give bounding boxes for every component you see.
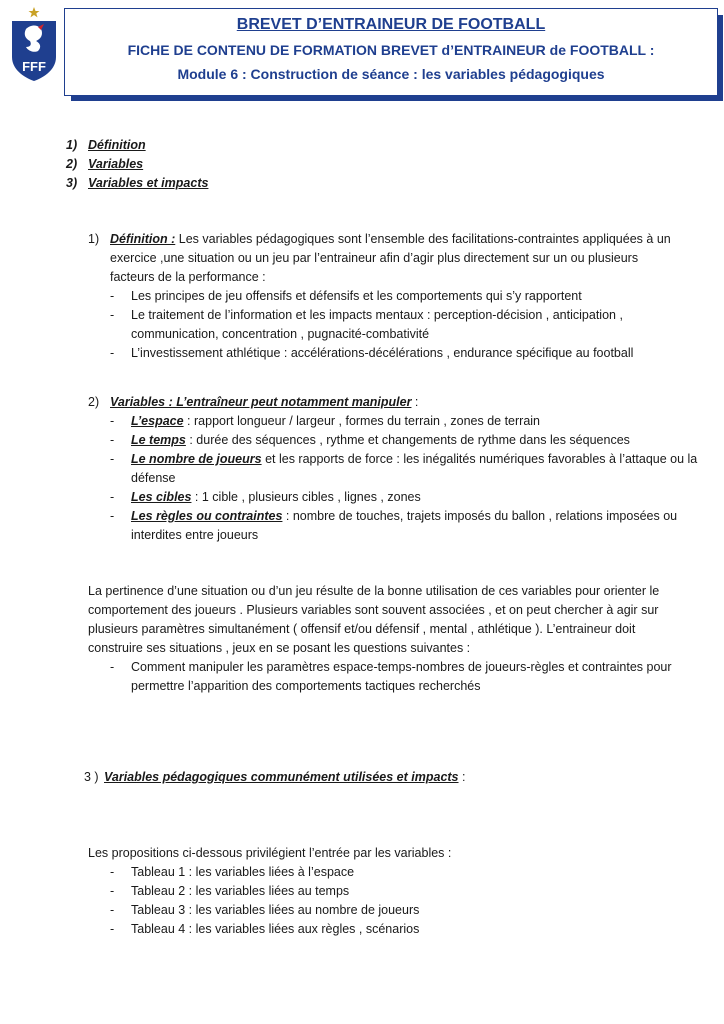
toc-item-definition: Définition xyxy=(88,138,146,152)
bullet-text: Les principes de jeu offensifs et défensifs et les comportements qui s’y rapportent xyxy=(131,289,582,303)
bullet-text: Le traitement de l’information et les impacts mentaux : perception-décision , anticipation , xyxy=(131,308,623,322)
bullet-text xyxy=(131,450,697,469)
bullet-dash: - xyxy=(110,884,115,898)
header-banner xyxy=(64,8,718,96)
list-item: Tableau 4 : les variables liées aux règles , scénarios xyxy=(131,922,420,936)
section-number: 3 ) xyxy=(84,770,99,784)
variable-desc: : nombre de touches, trajets imposés du ballon , relations imposées ou xyxy=(282,509,678,523)
paragraph-line: construire ses situations , jeux en se posant les questions suivantes : xyxy=(88,641,471,655)
variable-desc: : durée des séquences , rythme et changements de rythme dans les séquences xyxy=(185,433,630,447)
section-number: 2) xyxy=(88,395,100,409)
variable-desc: : rapport longueur / largeur , formes du terrain , zones de terrain xyxy=(183,414,541,428)
toc-number: 1) xyxy=(66,138,78,152)
section-number: 1) xyxy=(88,232,100,246)
bullet-dash: - xyxy=(110,414,115,428)
bullet-text: Comment manipuler les paramètres espace-temps-nombres de joueurs-règles et contraintes pour xyxy=(131,660,672,674)
section-line xyxy=(110,393,418,412)
paragraph-line: La pertinence d’une situation ou d’un jeu résulte de la bonne utilisation de ces variables pour orienter le xyxy=(88,584,660,598)
section-text: exercice ,une situation ou un jeu par l’entraineur afin d’agir plus directement sur un ou plusieurs xyxy=(110,251,639,265)
bullet-dash: - xyxy=(110,490,115,504)
list-item: Tableau 3 : les variables liées au nombre de joueurs xyxy=(131,903,420,917)
section-line xyxy=(110,230,671,249)
section-heading: Variables pédagogiques communément utilisées et impacts xyxy=(104,770,459,784)
bullet-dash: - xyxy=(110,922,115,936)
fff-logo xyxy=(8,5,60,83)
section-heading-tail: : xyxy=(458,770,466,784)
bullet-dash: - xyxy=(110,452,115,466)
variable-key: Le nombre de joueurs xyxy=(131,452,262,466)
variable-desc: : 1 cible , plusieurs cibles , lignes , zones xyxy=(191,490,421,504)
bullet-text xyxy=(131,412,540,431)
bullet-dash: - xyxy=(110,289,115,303)
toc-item-variables-impacts: Variables et impacts xyxy=(88,176,209,190)
bullet-text: L’investissement athlétique : accélérations-décélérations , endurance spécifique au football xyxy=(131,346,634,360)
module-title: Module 6 : Construction de séance : les variables pédagogiques xyxy=(177,66,605,82)
bullet-text xyxy=(131,507,677,526)
list-item: Tableau 2 : les variables liées au temps xyxy=(131,884,350,898)
toc-item-variables: Variables xyxy=(88,157,144,171)
bullet-dash: - xyxy=(110,865,115,879)
propositions-intro: Les propositions ci-dessous privilégient l’entrée par les variables : xyxy=(88,846,452,860)
toc-number: 2) xyxy=(66,157,78,171)
bullet-dash: - xyxy=(110,903,115,917)
variable-key: Les cibles xyxy=(131,490,192,504)
bullet-dash: - xyxy=(110,509,115,523)
svg-text:FFF: FFF xyxy=(22,59,46,74)
section-line xyxy=(104,768,465,787)
bullet-text xyxy=(131,431,630,450)
bullet-text: interdites entre joueurs xyxy=(131,528,259,542)
document-title: BREVET D’ENTRAINEUR DE FOOTBALL xyxy=(236,16,546,33)
bullet-dash: - xyxy=(110,346,115,360)
bullet-text: permettre l’apparition des comportements tactiques recherchés xyxy=(131,679,481,693)
variable-desc: et les rapports de force : les inégalités numériques favorables à l’attaque ou la xyxy=(261,452,698,466)
bullet-dash: - xyxy=(110,308,115,322)
section-heading-tail: : xyxy=(411,395,419,409)
list-item: Tableau 1 : les variables liées à l’espace xyxy=(131,865,355,879)
variable-key: L’espace xyxy=(131,414,184,428)
bullet-dash: - xyxy=(110,433,115,447)
paragraph-line: plusieurs paramètres simultanément ( offensif et/ou défensif , mental , athlétique ). L’entraineur doit xyxy=(88,622,636,636)
bullet-dash: - xyxy=(110,660,115,674)
variable-key: Les règles ou contraintes xyxy=(131,509,283,523)
fff-crest-icon xyxy=(8,5,60,83)
toc-number: 3) xyxy=(66,176,78,190)
section-heading: Définition : xyxy=(110,232,176,246)
paragraph-line: comportement des joueurs . Plusieurs variables sont souvent associées , et on peut chercher à agir sur xyxy=(88,603,659,617)
bullet-text xyxy=(131,488,421,507)
bullet-text: défense xyxy=(131,471,176,485)
variable-key: Le temps xyxy=(131,433,186,447)
section-text: Les variables pédagogiques sont l’ensemble des facilitations-contraintes appliquées à un xyxy=(175,232,671,246)
section-text: facteurs de la performance : xyxy=(110,270,266,284)
document-subtitle: FICHE DE CONTENU DE FORMATION BREVET d’ENTRAINEUR de FOOTBALL : xyxy=(127,42,655,58)
section-heading: Variables : L’entraîneur peut notamment manipuler xyxy=(110,395,412,409)
bullet-text: communication, concentration , pugnacité-combativité xyxy=(131,327,430,341)
